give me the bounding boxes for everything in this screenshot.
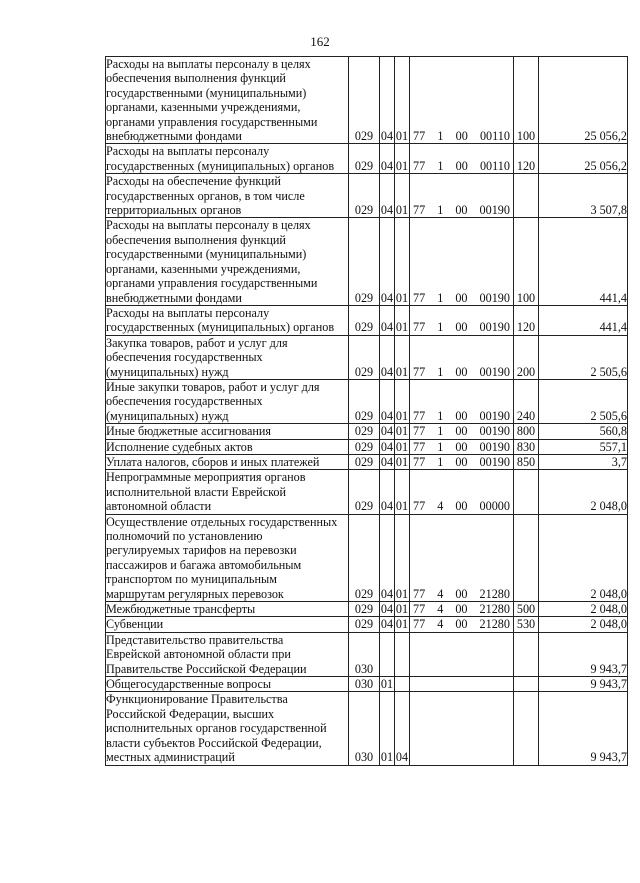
amount: 441,4 [539,218,628,305]
expense-type-code: 800 [514,424,539,439]
subsection-code: 01 [395,514,410,601]
target-article-code [410,144,514,174]
expense-type-code: 830 [514,439,539,454]
target-article-code [410,439,514,454]
ministry-code: 029 [349,144,380,174]
expense-name-line: органами, казенными учреждениями, [106,261,301,276]
expense-name-line: Исполнение судебных актов [106,439,253,454]
ministry-code: 029 [349,335,380,379]
event-code: 00 [455,129,468,144]
table-row [106,424,628,439]
table-row [106,57,628,144]
expense-type-code: 100 [514,57,539,144]
amount: 25 056,2 [539,144,628,174]
program-code: 77 [413,320,426,335]
ministry-code: 029 [349,602,380,617]
expense-name-line: Осуществление отдельных государственных [106,514,338,529]
amount: 9 943,7 [539,632,628,676]
section-code: 01 [380,692,395,765]
expense-name-cell [106,424,349,439]
subsection-code [395,632,410,676]
direction-code: 00190 [479,424,510,439]
target-article-code [410,57,514,144]
amount: 557,1 [539,439,628,454]
expense-name-line: Еврейской автономной области при [106,647,291,662]
subprogram-code: 1 [437,454,444,469]
expense-name-line: Расходы на обеспечение функций [106,174,281,189]
event-code: 00 [455,408,468,423]
expense-name-cell [106,602,349,617]
expense-type-code [514,174,539,218]
expense-type-code: 120 [514,144,539,174]
target-article-code [410,617,514,632]
expense-name-cell [106,454,349,469]
section-code: 04 [380,470,395,514]
event-code: 00 [455,617,468,632]
table-row [106,174,628,218]
program-code: 77 [413,290,426,305]
expense-name-line: обеспечения выполнения функций [106,71,286,86]
section-code: 04 [380,602,394,617]
expense-name-line: территориальных органов [106,203,242,218]
expense-name-line: пассажиров и багажа автомобильным [106,557,302,572]
table-row [106,439,628,454]
expense-name-cell [106,617,349,632]
section-code: 04 [380,144,395,174]
expense-name-cell [106,379,349,423]
subprogram-code: 1 [437,408,444,423]
subsection-code: 01 [395,454,409,469]
expense-name-cell [106,174,349,218]
section-code: 04 [380,454,394,469]
expense-name-cell [106,57,349,144]
event-code: 00 [455,439,468,454]
expense-name-line: государственных (муниципальных) органов [106,320,335,335]
expense-name-line: государственными (муниципальными) [106,85,307,100]
direction-code: 00000 [479,499,510,514]
event-code: 00 [455,320,468,335]
subsection-code: 01 [395,617,409,632]
budget-table [105,56,628,766]
expense-name-line: исполнительной власти Еврейской [106,484,287,499]
direction-code: 21280 [479,586,510,601]
expense-name-line: маршрутам регулярных перевозок [106,586,284,601]
expense-type-code [514,677,539,692]
amount: 25 056,2 [539,57,628,144]
target-article-code [410,454,514,469]
program-code: 77 [413,408,426,423]
table-row [106,617,628,632]
expense-name-line: (муниципальных) нужд [106,364,229,379]
section-code: 04 [380,57,395,144]
expense-name-line: органами, казенными учреждениями, [106,100,301,115]
subprogram-code: 1 [437,290,444,305]
ministry-code: 029 [349,470,380,514]
expense-name-cell [106,144,349,174]
amount: 3 507,8 [539,174,628,218]
program-code: 77 [413,364,426,379]
ministry-code: 029 [349,57,380,144]
target-article-code [410,305,514,335]
amount: 9 943,7 [539,677,628,692]
event-code: 00 [455,203,468,218]
section-code: 04 [380,218,395,305]
direction-code: 00190 [479,408,510,423]
expense-name-line: Закупка товаров, работ и услуг для [106,335,288,350]
event-code: 00 [455,424,468,439]
expense-name-cell [106,514,349,601]
program-code: 77 [413,439,426,454]
ministry-code: 029 [349,617,380,632]
target-article-code [410,424,514,439]
section-code: 04 [380,514,395,601]
expense-name-line: внебюджетными фондами [106,290,242,305]
amount: 560,8 [539,424,628,439]
expense-type-code [514,514,539,601]
table-row [106,379,628,423]
table-row [106,632,628,676]
event-code: 00 [455,290,468,305]
subsection-code: 01 [395,335,410,379]
expense-name-line: органами управления государственными [106,114,318,129]
expense-name-cell [106,439,349,454]
section-code: 04 [380,335,395,379]
target-article-code [410,514,514,601]
expense-name-line: Общегосударственные вопросы [106,677,272,692]
event-code: 00 [455,586,468,601]
subsection-code: 01 [395,439,409,454]
subsection-code: 01 [395,57,410,144]
table-row [106,454,628,469]
expense-name-line: государственных органов, в том числе [106,188,305,203]
expense-name-line: Функционирование Правительства [106,692,288,707]
expense-name-line: Расходы на выплаты персоналу в целях [106,218,311,233]
expense-name-cell [106,305,349,335]
expense-name-line: обеспечения выполнения функций [106,232,286,247]
table-row [106,470,628,514]
target-article-code [410,632,514,676]
expense-type-code: 120 [514,305,539,335]
expense-name-cell [106,218,349,305]
expense-type-code: 530 [514,617,539,632]
expense-name-line: Расходы на выплаты персоналу [106,305,270,320]
expense-name-line: Субвенции [106,617,164,632]
expense-name-line: (муниципальных) нужд [106,408,229,423]
expense-name-cell [106,632,349,676]
section-code: 04 [380,424,394,439]
subsection-code: 01 [395,174,410,218]
subsection-code: 04 [395,692,410,765]
event-code: 00 [455,454,468,469]
ministry-code: 029 [349,424,380,439]
table-row [106,602,628,617]
table-row [106,218,628,305]
expense-name-line: Непрограммные мероприятия органов [106,470,306,485]
table-row [106,677,628,692]
amount: 441,4 [539,305,628,335]
program-code: 77 [413,586,426,601]
expense-name-cell [106,692,349,765]
expense-type-code: 500 [514,602,539,617]
ministry-code: 029 [349,174,380,218]
program-code: 77 [413,424,426,439]
event-code: 00 [455,602,468,617]
target-article-code [410,379,514,423]
target-article-code [410,335,514,379]
ministry-code: 029 [349,439,380,454]
expense-type-code: 240 [514,379,539,423]
ministry-code: 029 [349,218,380,305]
table-row [106,335,628,379]
expense-name-line: Расходы на выплаты персоналу [106,144,270,159]
subsection-code: 01 [395,379,410,423]
table-row [106,305,628,335]
event-code: 00 [455,499,468,514]
subprogram-code: 1 [437,129,444,144]
amount: 2 048,0 [539,470,628,514]
ministry-code: 030 [349,692,380,765]
expense-name-line: Правительстве Российской Федерации [106,661,307,676]
table-row [106,692,628,765]
expense-name-line: обеспечения государственных [106,350,263,365]
expense-name-line: Российской Федерации, высших [106,706,275,721]
expense-name-line: регулируемых тарифов на перевозки [106,543,297,558]
expense-name-line: внебюджетными фондами [106,129,242,144]
subsection-code [395,677,410,692]
ministry-code: 030 [349,632,380,676]
subsection-code: 01 [395,144,410,174]
expense-name-line: Межбюджетные трансферты [106,602,256,617]
expense-name-line: полномочий по установлению [106,529,263,543]
ministry-code: 029 [349,454,380,469]
direction-code: 21280 [479,602,510,617]
target-article-code [410,677,514,692]
subsection-code: 01 [395,305,410,335]
program-code: 77 [413,203,426,218]
expense-name-line: государственных (муниципальных) органов [106,158,335,173]
subprogram-code: 1 [437,364,444,379]
ministry-code: 029 [349,514,380,601]
page-number: 162 [310,34,330,49]
program-code: 77 [413,454,426,469]
expense-name-cell [106,470,349,514]
subprogram-code: 4 [437,602,444,617]
direction-code: 00190 [479,439,510,454]
direction-code: 00190 [479,290,510,305]
expense-type-code [514,692,539,765]
expense-name-line: обеспечения государственных [106,394,263,409]
expense-name-line: автономной области [106,499,212,514]
expense-type-code: 100 [514,218,539,305]
target-article-code [410,218,514,305]
target-article-code [410,692,514,765]
target-article-code [410,602,514,617]
expense-type-code: 850 [514,454,539,469]
amount: 2 505,6 [539,379,628,423]
expense-name-line: Уплата налогов, сборов и иных платежей [106,454,320,469]
expense-name-line: Иные закупки товаров, работ и услуг для [106,379,320,394]
expense-name-line: исполнительных органов государственной [106,721,327,736]
section-code: 04 [380,379,395,423]
target-article-code [410,174,514,218]
subsection-code: 01 [395,424,409,439]
subprogram-code: 1 [437,439,444,454]
expense-name-line: власти субъектов Российской Федерации, [106,735,322,750]
program-code: 77 [413,617,426,632]
amount: 9 943,7 [539,692,628,765]
expense-name-line: Иные бюджетные ассигнования [106,424,272,439]
expense-name-line: местных администраций [106,750,235,765]
direction-code: 00190 [479,320,510,335]
expense-name-line: транспортом по муниципальным [106,572,277,587]
direction-code: 00190 [479,203,510,218]
expense-name-cell [106,677,349,692]
subprogram-code: 4 [437,586,444,601]
program-code: 77 [413,602,426,617]
amount: 2 048,0 [539,514,628,601]
table-row [106,514,628,601]
section-code: 04 [380,439,394,454]
section-code: 04 [380,305,395,335]
event-code: 00 [455,364,468,379]
subprogram-code: 4 [437,499,444,514]
direction-code: 21280 [479,617,510,632]
expense-type-code: 200 [514,335,539,379]
subsection-code: 01 [395,602,409,617]
expense-name-line: Представительство правительства [106,632,284,647]
expense-name-line: Расходы на выплаты персоналу в целях [106,57,311,71]
expense-type-code [514,470,539,514]
program-code: 77 [413,499,426,514]
section-code: 04 [380,174,395,218]
direction-code: 00190 [479,364,510,379]
subprogram-code: 1 [437,158,444,173]
direction-code: 00110 [479,129,510,144]
amount: 3,7 [539,454,628,469]
event-code: 00 [455,158,468,173]
direction-code: 00190 [479,454,510,469]
expense-name-line: органами управления государственными [106,276,318,291]
table-row [106,144,628,174]
amount: 2 505,6 [539,335,628,379]
budget-table-body [106,57,628,766]
expense-name-line: государственными (муниципальными) [106,247,307,262]
program-code: 77 [413,129,426,144]
subprogram-code: 1 [437,424,444,439]
amount: 2 048,0 [539,617,628,632]
subprogram-code: 1 [437,203,444,218]
target-article-code [410,470,514,514]
section-code: 01 [380,677,394,692]
section-code [380,632,395,676]
direction-code: 00110 [479,158,510,173]
ministry-code: 030 [349,677,380,692]
subsection-code: 01 [395,470,410,514]
subsection-code: 01 [395,218,410,305]
amount: 2 048,0 [539,602,628,617]
subprogram-code: 4 [437,617,444,632]
program-code: 77 [413,158,426,173]
expense-type-code [514,632,539,676]
expense-name-cell [106,335,349,379]
ministry-code: 029 [349,379,380,423]
section-code: 04 [380,617,394,632]
ministry-code: 029 [349,305,380,335]
subprogram-code: 1 [437,320,444,335]
